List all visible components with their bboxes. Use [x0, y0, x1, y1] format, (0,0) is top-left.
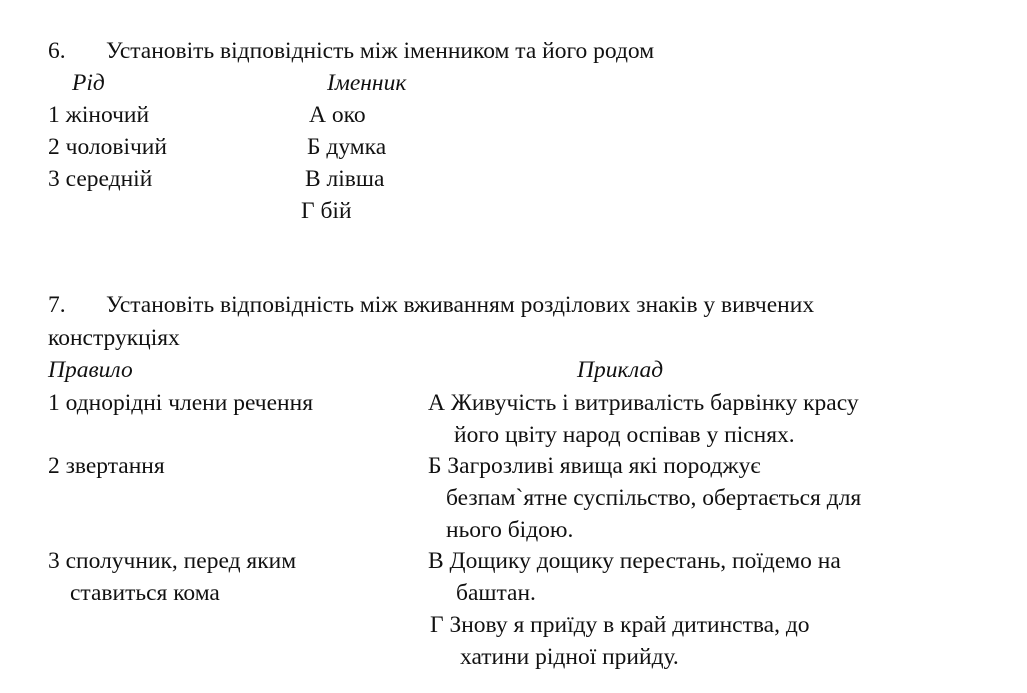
- q7-example-b-continued-1: безпам`ятне суспільство, обертається для: [446, 485, 862, 511]
- q6-gender-1: 1 жіночий: [48, 102, 150, 128]
- q7-example-g-continued: хатини рідної прийду.: [460, 644, 679, 670]
- q6-noun-a: А око: [309, 102, 366, 128]
- q7-right-header: Приклад: [577, 357, 664, 383]
- q6-noun-v: В лівша: [305, 166, 385, 192]
- question-6-prompt: Установіть відповідність між іменником та його родом: [106, 38, 655, 64]
- q6-gender-3: 3 середній: [48, 166, 153, 192]
- q7-rule-3: 3 сполучник, перед яким: [48, 548, 297, 574]
- q7-example-g: Г Знову я приїду в край дитинства, до: [430, 612, 810, 638]
- q7-left-header: Правило: [48, 357, 133, 383]
- q7-example-b-continued-2: нього бідою.: [446, 517, 574, 543]
- q6-left-header: Рід: [72, 70, 105, 96]
- q7-rule-2: 2 звертання: [48, 453, 165, 479]
- q7-example-b: Б Загрозливі явища які породжує: [428, 453, 761, 479]
- question-7-prompt-line2: конструкціях: [48, 325, 180, 351]
- q7-rule-3-continued: ставиться кома: [70, 580, 220, 606]
- q7-rule-1: 1 однорідні члени речення: [48, 390, 314, 416]
- q7-example-v: В Дощику дощику перестань, поїдемо на: [428, 548, 841, 574]
- q6-noun-g: Г бій: [301, 198, 352, 224]
- question-7-number: 7.: [48, 292, 66, 318]
- q6-noun-b: Б думка: [307, 134, 387, 160]
- q6-right-header: Іменник: [327, 70, 407, 96]
- q7-example-a-continued: його цвіту народ оспівав у піснях.: [454, 422, 795, 448]
- question-7-prompt-line1: Установіть відповідність між вживанням розділових знаків у вивчених: [106, 292, 815, 318]
- q6-gender-2: 2 чоловічий: [48, 134, 167, 160]
- q7-example-a: А Живучість і витривалість барвінку красу: [428, 390, 859, 416]
- question-6-number: 6.: [48, 38, 66, 64]
- q7-example-v-continued: баштан.: [456, 580, 536, 606]
